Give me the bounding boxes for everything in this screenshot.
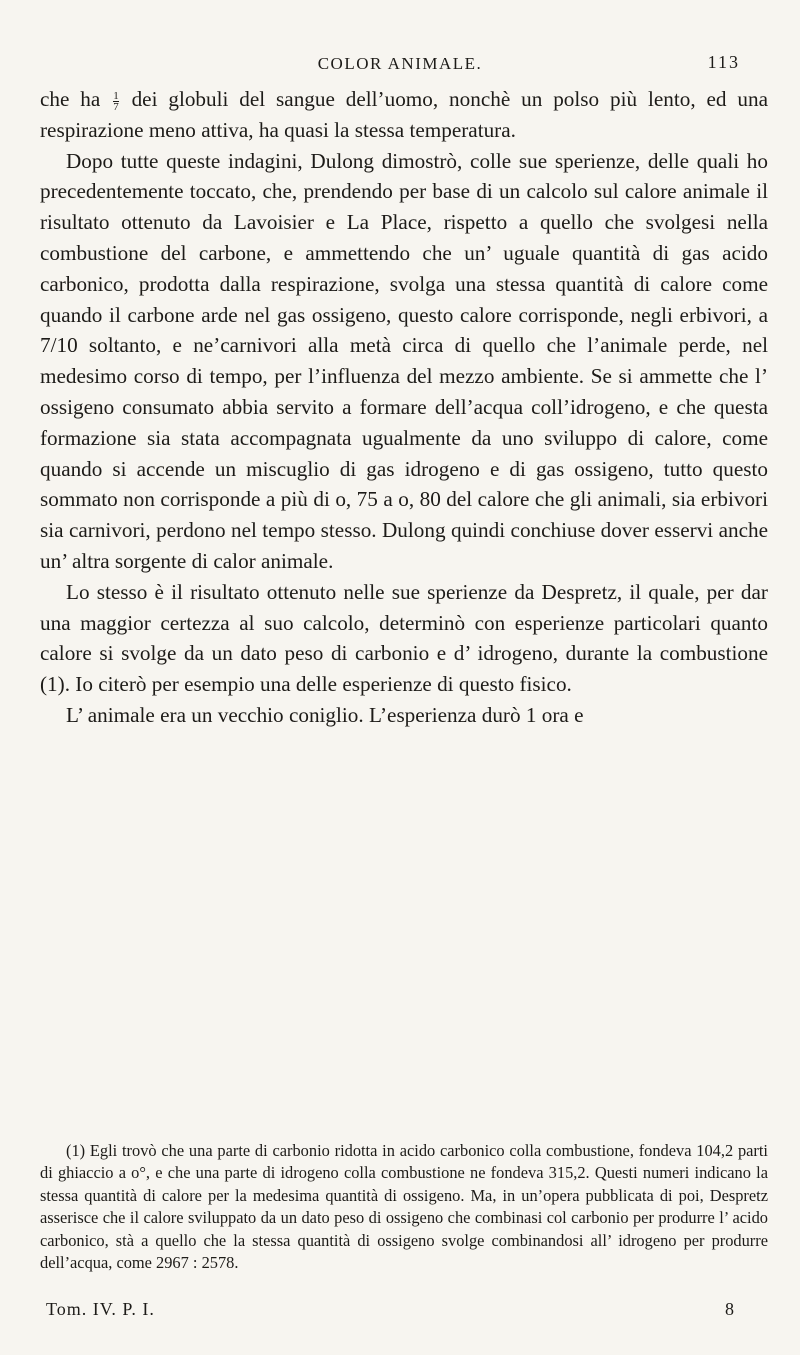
paragraph-continuation xyxy=(40,84,768,146)
volume-signature: Tom. IV. P. I. xyxy=(46,1299,155,1319)
main-text xyxy=(40,84,768,731)
running-head-title: COLOR ANIMALE. xyxy=(317,54,483,73)
line-prefix: che ha xyxy=(40,87,101,111)
fraction-one-seventh xyxy=(113,91,119,112)
paragraph-despretz: Lo stesso è il risultato ottenuto nelle sue sperienze da Despretz, il quale, per dar una maggior certezza al suo calcolo, determinò con esperienze particolari quanto calore si svolge da un dato peso di carbonio e d’ idrogeno, durante la combustione (1). Io citerò per esempio una delle esperienze di questo fisico. xyxy=(40,579,768,697)
signature-line xyxy=(40,1299,768,1325)
paragraph-coniglio: L’ animale era un vecchio coniglio. L’esperienza durò 1 ora e xyxy=(66,702,584,727)
running-head xyxy=(0,50,800,80)
paragraph-dulong: Dopo tutte queste indagini, Dulong dimostrò, colle sue sperienze, delle quali ho precedentemente toccato, che, prendendo per base di un calcolo sul calore animale il risultato ottenuto da Lavoisier e La Place, rispetto a quello che svolgesi nella combustione del carbone, e ammettendo che un’ uguale quantità di gas acido carbonico, prodotta dalla respirazione, svolga una stessa quantità di calore come quando il carbone arde nel gas ossigeno, questo calore corrisponde, negli erbivori, a 7/10 soltanto, e ne’carnivori alla metà circa di quello che l’animale perde, nel medesimo corso di tempo, per l’influenza del mezzo ambiente. Se si ammette che l’ ossigeno consumato abbia servito a formare dell’acqua coll’idrogeno, e che questa formazione sia stata accompagnata ugualmente da uno sviluppo di calore, come quando si accende un miscuglio di gas idrogeno e di gas ossigeno, tutto questo sommato non corrisponde a più di o, 75 a o, 80 del calore che gli animali, sia erbivori sia carnivori, perdono nel tempo stesso. Dulong quindi conchiuse dover esservi anche un’ altra sorgente di calor animale. xyxy=(40,148,768,573)
fraction-denominator: 7 xyxy=(113,100,119,113)
footnote-1: (1) Egli trovò che una parte di carbonio ridotta in acido carbonico colla combustione, fondeva 104,2 parti di ghiaccio a o°, e che una parte di idrogeno colla combustione ne fondeva 315,2. Questi numeri indicano la stessa quantità di calore per la medesima quantità di ossigeno. Ma, in un’opera pubblicata di poi, Despretz asserisce che il calore sviluppato da un dato peso di ossigeno che combinasi col carbonio per produrre l’ acido carbonico, stà a quello che la stessa quantità di ossigeno svolge combinandosi all’ idrogeno per produrre dell’acqua, come 2967 : 2578. xyxy=(40,1141,768,1273)
page-number: 113 xyxy=(707,52,740,72)
paragraph-continuation-text: dei globuli del sangue dell’uomo, nonchè un polso più lento, ed una respirazione meno attiva, ha quasi la stessa temperatura. xyxy=(40,87,768,142)
fraction-numerator: 1 xyxy=(113,89,119,102)
sheet-number: 8 xyxy=(725,1299,734,1319)
footnotes xyxy=(40,1140,768,1274)
